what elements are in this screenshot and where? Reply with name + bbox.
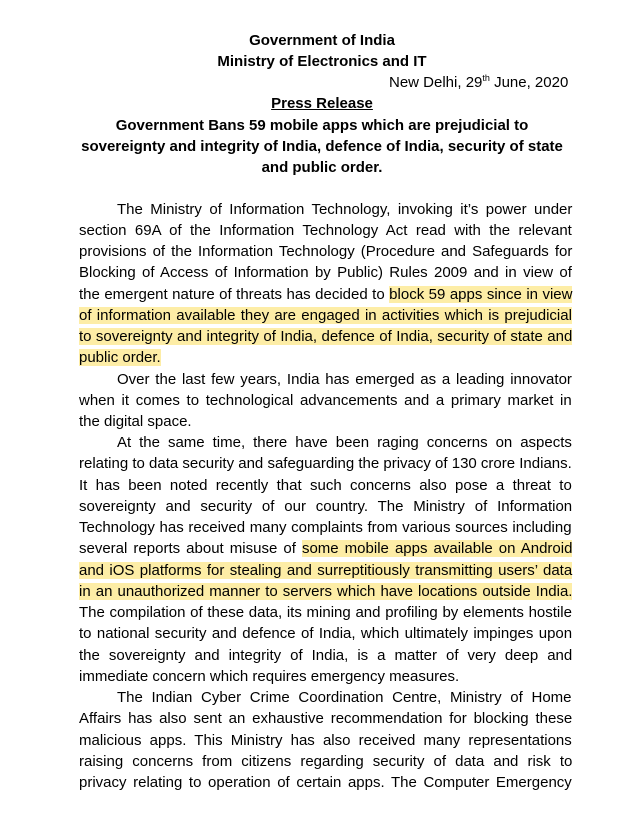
headline-line: Government Bans 59 mobile apps which are prejudicial to xyxy=(115,117,529,134)
body-line: when it comes to technological advancements and a primary market in xyxy=(79,392,572,409)
body-line: The Indian Cyber Crime Coordination Centre, Ministry of Home xyxy=(117,689,572,706)
body-line: to national security and defence of India, which ultimately impinges upon xyxy=(79,625,573,642)
body-line: the digital space. xyxy=(79,413,192,430)
body-line: the emergent nature of threats has decided to block 59 apps since in view xyxy=(79,286,573,303)
headline-line: sovereignty and integrity of India, defence of India, security of state xyxy=(81,138,563,155)
press-release-label: Press Release xyxy=(271,95,373,112)
headline-line: and public order. xyxy=(261,159,383,176)
body-line: malicious apps. This Ministry has also received many representations xyxy=(79,732,572,749)
body-line: At the same time, there have been raging concerns on aspects xyxy=(117,434,572,451)
body-line: raising concerns from citizens regarding security of data and risk to xyxy=(79,753,573,770)
body-line xyxy=(79,306,572,326)
org-name: Government of India xyxy=(249,32,395,49)
body-line: Over the last few years, India has emerged as a leading innovator xyxy=(117,371,572,388)
body-line: The Ministry of Information Technology, invoking it’s power under xyxy=(117,201,573,218)
highlighted-text: to sovereignty and integrity of India, defence of India, security of state and xyxy=(79,328,573,345)
highlighted-text: some mobile apps available on Android xyxy=(301,540,573,557)
body-line: privacy relating to operation of certain apps. The Computer Emergency xyxy=(79,774,572,791)
body-line: Affairs has also sent an exhaustive recommendation for blocking these xyxy=(79,710,573,727)
body-line: several reports about misuse of some mobile apps available on Android xyxy=(79,540,573,557)
body-line: section 69A of the Information Technology Act read with the relevant xyxy=(79,222,572,239)
body-line xyxy=(79,582,572,602)
highlighted-text: and iOS platforms for stealing and surreptitiously transmitting users’ data xyxy=(79,562,573,579)
highlighted-text: public order. xyxy=(79,349,161,366)
highlighted-text: in an unauthorized manner to servers which have locations outside India. xyxy=(79,583,573,600)
body-line: immediate concern which requires emergency measures. xyxy=(79,668,460,685)
release-date: New Delhi, 29th June, 2020 xyxy=(389,73,569,91)
ministry-name: Ministry of Electronics and IT xyxy=(217,53,427,70)
body-line: Technology has received many complaints from various sources including xyxy=(79,519,572,536)
body-line: sovereignty and security of our country. The Ministry of Information xyxy=(79,498,573,515)
body-line: the sovereignty and integrity of India, is a matter of very deep and xyxy=(79,647,573,664)
highlighted-text: block 59 apps since in view xyxy=(389,286,573,303)
highlighted-text: of information available they are engaged in activities which is prejudicial xyxy=(79,307,572,324)
body-line: The compilation of these data, its mining and profiling by elements hostile xyxy=(79,604,572,621)
body-line: Blocking of Access of Information by Public) Rules 2009 and in view of xyxy=(79,264,572,281)
body-line: relating to data security and safeguarding the privacy of 130 crore Indians. xyxy=(79,455,572,472)
body-line: It has been noted recently that such concerns also pose a threat to xyxy=(79,477,572,494)
body-line xyxy=(79,348,161,368)
body-line xyxy=(79,327,572,347)
body-line xyxy=(79,561,572,581)
body-line: provisions of the Information Technology (Procedure and Safeguards for xyxy=(79,243,573,260)
